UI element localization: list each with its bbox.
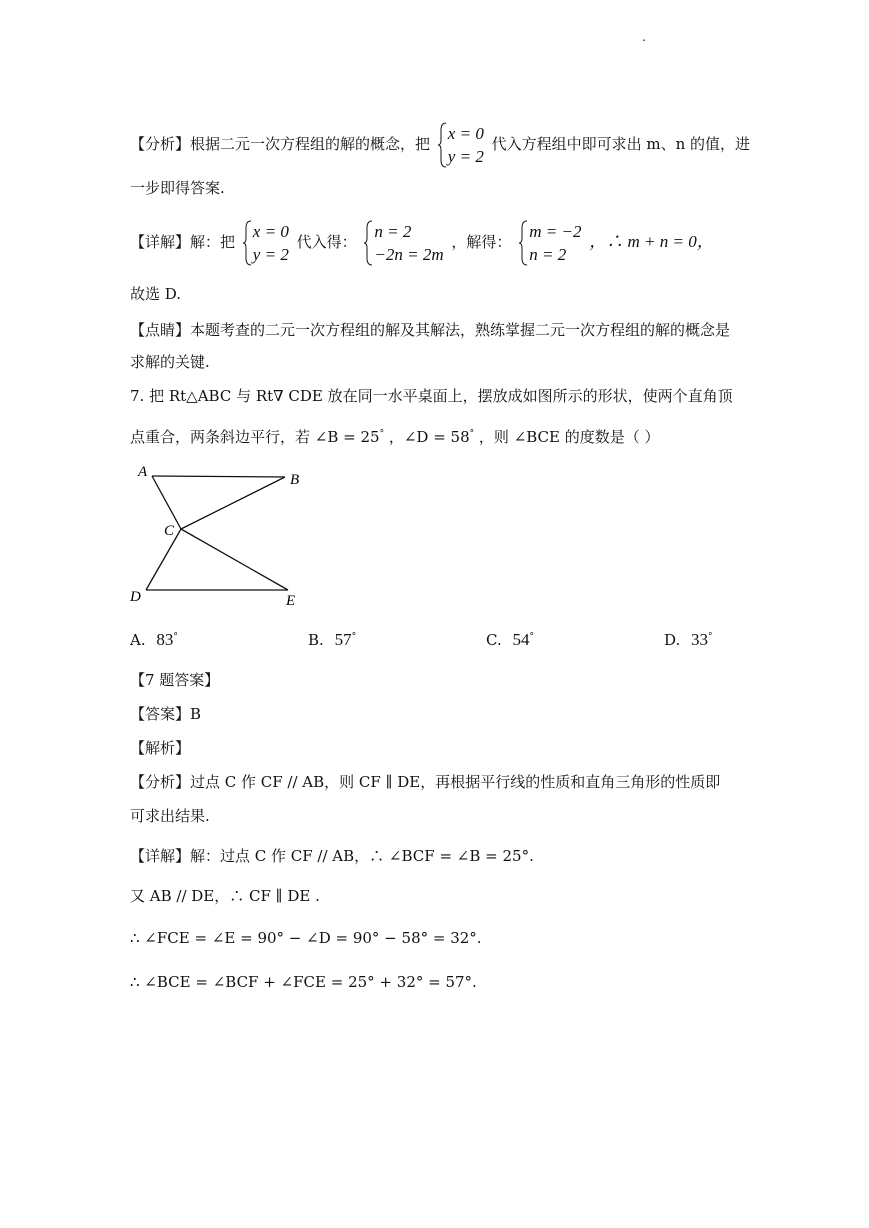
q6-detail-end: ，∴ m + n = 0， <box>589 232 714 251</box>
q7-stem-line1: 7. 把 Rt△ABC 与 Rt∇ CDE 放在同一水平桌面上，摆放成如图所示的形状，使两个直角顶 <box>130 387 733 405</box>
degree-mark: ° <box>351 632 357 642</box>
eq-row: −2n = 2m <box>374 245 444 264</box>
eq-row: m = −2 <box>529 222 582 241</box>
label-a: A <box>138 464 148 480</box>
degree-mark: ° <box>529 632 534 642</box>
q6-choice: 故选 D. <box>130 285 182 303</box>
degree-mark: ° <box>173 632 178 642</box>
q7-detail-line2: 又 AB // DE，∴ CF ∥ DE . <box>130 887 320 905</box>
left-brace-icon <box>519 220 528 266</box>
q6-analysis-line1 <box>130 122 750 168</box>
option-value: 83 <box>156 630 174 649</box>
q7-triangle-figure <box>128 462 308 612</box>
q6-detail-system-3 <box>519 220 581 266</box>
q7-answer: 【答案】B <box>130 705 202 723</box>
label-d: D <box>130 589 141 605</box>
page-mark: . <box>642 30 646 44</box>
option-c <box>486 630 534 650</box>
option-b <box>308 630 356 650</box>
q6-comment-line1: 【点睛】本题考查的二元一次方程组的解及其解法，熟练掌握二元一次方程组的解的概念是 <box>130 321 731 339</box>
eq-row: x = 0 <box>252 222 289 241</box>
q6-analysis-suffix: 代入方程组中即可求出 m、n 的值，进 <box>491 135 751 153</box>
q6-comment-line2: 求解的关键. <box>130 353 210 371</box>
degree-mark: ° <box>469 429 475 439</box>
option-a <box>130 630 178 650</box>
q6-detail-system-2 <box>364 220 443 266</box>
option-value: 33 <box>691 630 709 649</box>
eq-row: n = 2 <box>529 245 567 264</box>
segment-bc <box>181 477 285 529</box>
left-brace-icon <box>438 122 447 168</box>
eq-row: y = 2 <box>252 245 289 264</box>
q6-analysis-system <box>438 122 484 168</box>
label-c: C <box>164 523 175 539</box>
option-value: 57 <box>334 630 352 649</box>
option-letter: C. <box>486 631 502 649</box>
q6-analysis-line2: 一步即得答案. <box>130 179 225 197</box>
left-brace-icon <box>364 220 373 266</box>
option-letter: A. <box>130 631 146 649</box>
q6-analysis-prefix: 【分析】根据二元一次方程组的解的概念，把 <box>130 135 431 153</box>
segment-ac <box>152 476 181 529</box>
eq-row: n = 2 <box>374 222 412 241</box>
q7-detail-line1: 【详解】解：过点 C 作 CF // AB，∴ ∠BCF = ∠B = 25°. <box>130 847 534 865</box>
q7-detail-line3: ∴ ∠FCE = ∠E = 90° − ∠D = 90° − 58° = 32°. <box>130 929 482 947</box>
segment-ab <box>152 476 285 477</box>
option-letter: D. <box>664 631 681 649</box>
q6-detail-prefix: 【详解】解：把 <box>130 233 236 251</box>
q7-stem-line2 <box>130 424 660 447</box>
q7-analysis-line2: 可求出结果. <box>130 807 210 825</box>
label-b: B <box>290 472 300 488</box>
q7-answer-header: 【7 题答案】 <box>130 671 220 689</box>
q7-stem-part-a: 点重合，两条斜边平行，若 ∠B = 25 <box>130 428 380 446</box>
label-e: E <box>286 593 296 609</box>
q7-explain-header: 【解析】 <box>130 739 191 757</box>
q6-detail-mid2: ，解得： <box>451 233 512 251</box>
q7-detail-line4: ∴ ∠BCE = ∠BCF + ∠FCE = 25° + 32° = 57°. <box>130 973 477 991</box>
degree-mark: ° <box>379 429 385 439</box>
option-letter: B. <box>308 631 324 649</box>
q6-detail-line <box>130 220 714 266</box>
eq-row: y = 2 <box>447 147 484 166</box>
degree-mark: ° <box>708 632 713 642</box>
q7-stem-part-c: ，则 ∠BCE 的度数是（ ） <box>478 428 660 446</box>
q6-detail-system-1 <box>243 220 289 266</box>
q6-detail-mid1: 代入得： <box>296 233 357 251</box>
eq-row: x = 0 <box>447 124 484 143</box>
segment-ce <box>181 529 288 590</box>
option-value: 54 <box>512 630 530 649</box>
option-d <box>664 630 713 650</box>
left-brace-icon <box>243 220 252 266</box>
q7-analysis-line1: 【分析】过点 C 作 CF // AB，则 CF ∥ DE，再根据平行线的性质和直角三角形的性质即 <box>130 773 721 791</box>
q7-stem-part-b: ，∠D = 58 <box>388 428 470 446</box>
